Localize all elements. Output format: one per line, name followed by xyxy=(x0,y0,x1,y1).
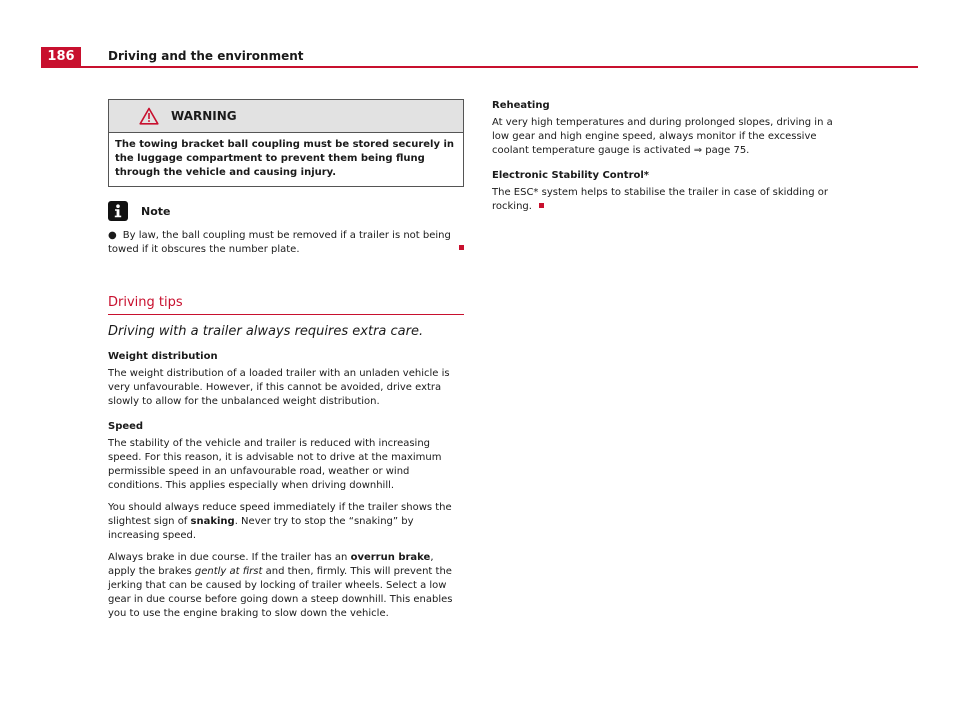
brake-paragraph xyxy=(108,551,464,621)
chapter-title: Driving and the environment xyxy=(108,49,304,63)
note-bullet: ● xyxy=(108,230,117,241)
esc-text: The ESC* system helps to stabilise the trailer in case of skidding or rocking. xyxy=(492,187,829,212)
left-column xyxy=(108,99,464,621)
info-icon xyxy=(108,201,128,221)
brake-italic: gently at first xyxy=(194,566,263,577)
snaking-text-2: . Never try to stop the “snaking” by increasing speed. xyxy=(108,516,414,541)
snaking-paragraph xyxy=(108,501,464,543)
snaking-text-1: You should always reduce speed immediately if the trailer shows the slightest sign of xyxy=(108,502,452,527)
warning-triangle-icon xyxy=(139,107,159,125)
reheating-heading: Reheating xyxy=(492,100,550,111)
brake-bold: overrun brake xyxy=(350,552,431,563)
esc-heading: Electronic Stability Control* xyxy=(492,170,650,181)
end-square-icon xyxy=(539,203,544,208)
note-text xyxy=(108,229,464,257)
end-square-icon xyxy=(459,245,464,250)
esc-paragraph xyxy=(492,186,848,214)
reheating-text: At very high temperatures and during prolonged slopes, driving in a low gear and high engine speed, always monitor if the excessive coolant temperature gauge is activated ⇒ page 75. xyxy=(492,117,833,156)
warning-box xyxy=(108,99,464,187)
page-number: 186 xyxy=(41,47,81,67)
note-title: Note xyxy=(141,204,171,218)
header-rule xyxy=(41,66,918,68)
snaking-bold: snaking xyxy=(190,516,235,527)
warning-title: WARNING xyxy=(171,109,237,123)
speed-heading: Speed xyxy=(108,421,144,432)
section-title: Driving tips xyxy=(108,295,464,315)
note-header xyxy=(108,201,464,221)
note-bullet-text: By law, the ball coupling must be removed if a trailer is not being towed if it obscures the number plate. xyxy=(108,230,451,255)
brake-text-2: , apply the brakes xyxy=(108,552,434,577)
right-column xyxy=(492,99,848,214)
speed-text: The stability of the vehicle and trailer is reduced with increasing speed. For this reason, it is advisable not to drive at the maximum permissible speed in an unfavourable road, weather or wind conditions. This applies especially when driving downhill. xyxy=(108,438,442,491)
section-subtitle: Driving with a trailer always requires extra care. xyxy=(108,324,424,339)
brake-text-3: and then, firmly. This will prevent the jerking that can be caused by locking of trailer wheels. Select a low gear in due course before going down a steep downhill. This enables you to use the engine braking to slow down the vehicle. xyxy=(108,566,453,619)
warning-header xyxy=(109,100,463,133)
warning-text: The towing bracket ball coupling must be stored securely in the luggage compartment to prevent them being flung through the vehicle and causing injury. xyxy=(115,139,455,178)
brake-text-1: Always brake in due course. If the trailer has an xyxy=(108,552,351,563)
weight-heading: Weight distribution xyxy=(108,351,218,362)
weight-text: The weight distribution of a loaded trailer with an unladen vehicle is very unfavourable. However, if this cannot be avoided, drive extra slowly to allow for the unbalanced weight distribution. xyxy=(108,368,450,407)
